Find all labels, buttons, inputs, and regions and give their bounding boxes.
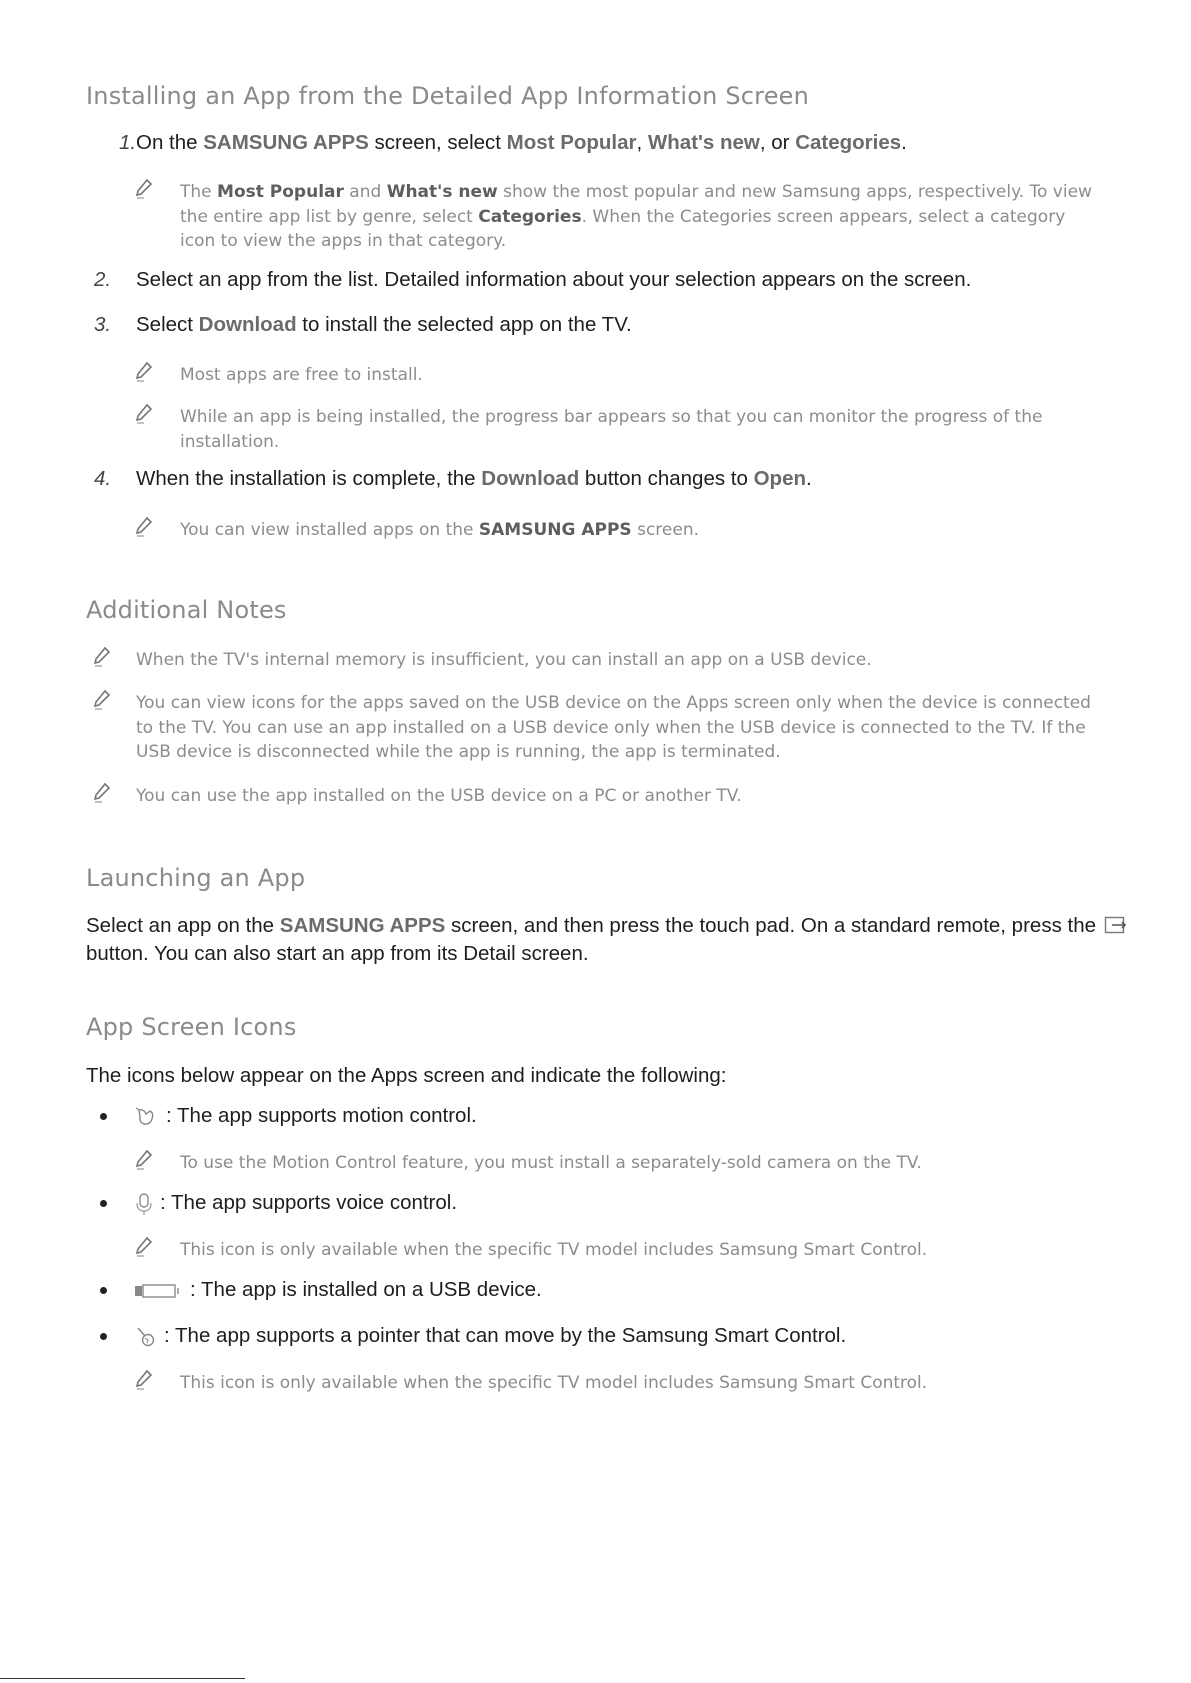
microphone-icon bbox=[134, 1191, 154, 1217]
enter-button-icon bbox=[1104, 915, 1128, 935]
bullet-dot bbox=[100, 1200, 107, 1207]
pencil-icon bbox=[90, 688, 112, 710]
bullet-dot bbox=[100, 1113, 107, 1120]
step-3 bbox=[86, 311, 1151, 338]
step-number: 3. bbox=[94, 313, 112, 336]
step-2 bbox=[86, 266, 1151, 293]
bullet-dot bbox=[100, 1333, 107, 1340]
pencil-icon bbox=[132, 1148, 154, 1170]
footer-rule bbox=[0, 1678, 245, 1679]
pencil-icon bbox=[132, 515, 154, 537]
note-pointer-smart-control: This icon is only available when the specific TV model includes Samsung Smart Control. bbox=[180, 1373, 928, 1393]
icon-bullet-voice bbox=[100, 1189, 457, 1217]
section-heading-install: Installing an App from the Detailed App Information Screen bbox=[86, 82, 810, 110]
note-progress-bar: While an app is being installed, the progress bar appears so that you can monitor the progress of the installation. bbox=[180, 407, 1043, 452]
icon-bullet-pointer bbox=[100, 1322, 846, 1349]
icon-bullet-usb bbox=[100, 1276, 542, 1303]
note-voice-smart-control: This icon is only available when the specific TV model includes Samsung Smart Control. bbox=[180, 1240, 928, 1260]
step-number: 2. bbox=[94, 268, 112, 291]
pencil-icon bbox=[132, 177, 154, 199]
usb-icon bbox=[134, 1282, 184, 1300]
note-internal-memory: When the TV's internal memory is insufficient, you can install an app on a USB device. bbox=[136, 650, 872, 670]
note-installed-apps: You can view installed apps on the SAMSUNG APPS screen. bbox=[180, 520, 700, 540]
bullet-text: : The app is installed on a USB device. bbox=[190, 1278, 542, 1301]
launch-paragraph: Select an app on the SAMSUNG APPS screen, and then press the touch pad. On a standard remote, press the button. You can also start an app from its Detail screen. bbox=[86, 912, 1151, 968]
pencil-icon bbox=[132, 360, 154, 382]
icons-intro: The icons below appear on the Apps screen and indicate the following: bbox=[86, 1064, 727, 1087]
pencil-icon bbox=[132, 402, 154, 424]
note-motion-camera: To use the Motion Control feature, you must install a separately-sold camera on the TV. bbox=[180, 1153, 922, 1173]
section-heading-launch: Launching an App bbox=[86, 864, 306, 892]
bullet-text: : The app supports a pointer that can move by the Samsung Smart Control. bbox=[164, 1324, 847, 1347]
note-free-install: Most apps are free to install. bbox=[180, 365, 423, 385]
note-usb-icons: You can view icons for the apps saved on the USB device on the Apps screen only when the device is connected to the TV. You can use an app installed on a USB device only when the USB device is connected to the TV. If the USB device is disconnected while the app is running, the app is terminated. bbox=[136, 693, 1091, 762]
motion-icon bbox=[134, 1105, 160, 1129]
step-1 bbox=[86, 129, 1151, 156]
section-heading-notes: Additional Notes bbox=[86, 596, 287, 624]
icon-bullet-motion bbox=[100, 1102, 477, 1129]
section-heading-icons: App Screen Icons bbox=[86, 1013, 297, 1041]
step-number: 1. bbox=[119, 131, 137, 154]
pencil-icon bbox=[90, 781, 112, 803]
step-text: Select Download to install the selected app on the TV. bbox=[136, 313, 632, 336]
bullet-text: : The app supports motion control. bbox=[166, 1104, 477, 1127]
step-text: Select an app from the list. Detailed information about your selection appears on the screen. bbox=[136, 268, 972, 291]
bullet-text: : The app supports voice control. bbox=[160, 1191, 458, 1214]
pencil-icon bbox=[90, 645, 112, 667]
step-text: When the installation is complete, the Download button changes to Open. bbox=[136, 467, 812, 490]
step-text: On the SAMSUNG APPS screen, select Most Popular, What's new, or Categories. bbox=[136, 131, 907, 154]
pointer-icon bbox=[134, 1325, 158, 1349]
step-number: 4. bbox=[94, 467, 112, 490]
note-usb-pc: You can use the app installed on the USB device on a PC or another TV. bbox=[136, 786, 742, 806]
note-categories: The Most Popular and What's new show the most popular and new Samsung apps, respectively. To view the entire app list by genre, select Categories. When the Categories screen appears, select a category icon to view the apps in that category. bbox=[180, 182, 1092, 251]
pencil-icon bbox=[132, 1235, 154, 1257]
bullet-dot bbox=[100, 1287, 107, 1294]
step-4 bbox=[86, 465, 1151, 492]
pencil-icon bbox=[132, 1368, 154, 1390]
